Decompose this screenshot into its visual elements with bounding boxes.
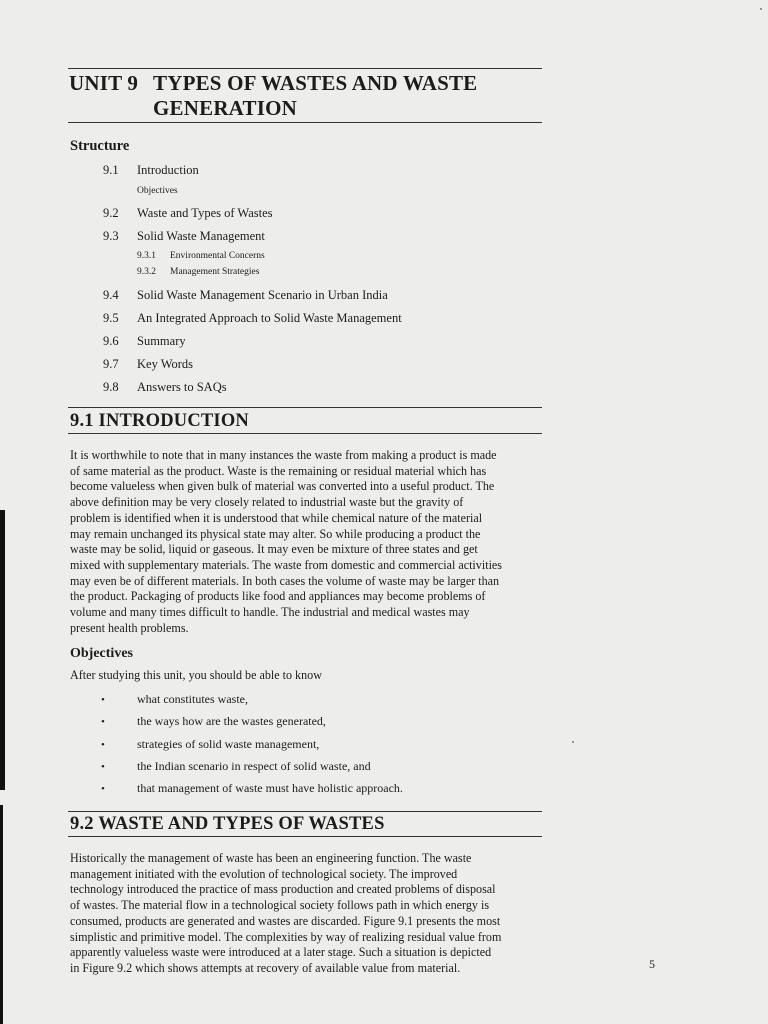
text-line: the product. Packaging of products like food and appliances may become problems of	[70, 589, 486, 604]
objective-item	[101, 714, 326, 729]
toc-text: Key Words	[137, 357, 194, 371]
bullet-icon: •	[101, 694, 105, 706]
objective-text: the ways how are the wastes generated,	[137, 714, 326, 728]
toc-text: Solid Waste Management	[137, 229, 265, 243]
toc-number: 9.7	[103, 357, 119, 371]
text-line: in Figure 9.2 which shows attempts at recovery of available value from material.	[70, 960, 461, 975]
toc-text: Introduction	[137, 163, 199, 177]
scan-edge-mark	[0, 805, 3, 1024]
toc-number: 9.3.1	[137, 251, 156, 261]
text-line: mixed with supplementary materials. The waste from domestic and commercial activities	[70, 557, 502, 572]
text-line: may even be of different materials. In both cases the volume of waste may be larger than	[70, 573, 500, 588]
section-bottom-rule	[68, 433, 542, 434]
objectives-lead: After studying this unit, you should be able to know	[70, 668, 322, 682]
title-top-rule	[68, 68, 542, 69]
toc-subitem	[137, 185, 178, 197]
toc-text: Waste and Types of Wastes	[137, 206, 273, 220]
toc-item	[103, 356, 193, 372]
toc-text: Objectives	[137, 186, 178, 196]
page-number: 5	[649, 957, 655, 971]
unit-title-line1: TYPES OF WASTES AND WASTE	[153, 71, 478, 95]
objective-item	[101, 759, 371, 774]
toc-item	[103, 379, 227, 395]
title-bottom-rule	[68, 122, 542, 123]
objective-text: strategies of solid waste management,	[137, 737, 320, 751]
toc-item	[103, 162, 199, 178]
unit-title	[69, 71, 477, 121]
toc-number: 9.5	[103, 311, 119, 325]
text-line: present health problems.	[70, 620, 189, 635]
toc-item	[103, 228, 265, 244]
text-line: technology introduced the practice of mass production and created problems of disposal	[70, 882, 496, 897]
text-line: volume and many times difficult to handle. The industrial and medical wastes may	[70, 605, 470, 620]
bullet-icon: •	[101, 783, 105, 795]
toc-text: Solid Waste Management Scenario in Urban India	[137, 288, 388, 302]
section-heading-introduction: 9.1 INTRODUCTION	[70, 411, 249, 431]
introduction-paragraph	[70, 448, 544, 636]
text-line: of wastes. The material flow in a technological society follows path in which energy is	[70, 898, 490, 913]
text-line: consumed, products are generated and wastes are discarded. Figure 9.1 presents the most	[70, 913, 501, 928]
text-line: apparently valueless waste were introduced at a later stage. Such a situation is depicted	[70, 945, 492, 960]
toc-number: 9.6	[103, 334, 119, 348]
toc-number: 9.2	[103, 206, 119, 220]
waste-types-paragraph	[70, 851, 544, 977]
text-line: It is worthwhile to note that in many instances the waste from making a product is made	[70, 448, 497, 462]
text-line: of same material as the product. Waste is the remaining or residual material which has	[70, 463, 487, 478]
bullet-icon: •	[101, 716, 105, 728]
toc-number: 9.3.2	[137, 267, 156, 277]
objective-text: the Indian scenario in respect of solid waste, and	[137, 759, 371, 773]
text-line: simplistic and primitive model. The complexities by way of realizing residual value from	[70, 929, 502, 944]
toc-item	[103, 333, 186, 349]
objective-text: what constitutes waste,	[137, 692, 248, 706]
toc-item	[103, 287, 388, 303]
text-line: above definition may be very closely related to industrial waste but the gravity of	[70, 495, 464, 510]
scan-speck	[760, 8, 762, 10]
toc-item	[103, 205, 273, 221]
toc-number: 9.3	[103, 229, 119, 243]
objective-item	[101, 781, 403, 796]
toc-text: Answers to SAQs	[137, 380, 227, 394]
scan-edge-mark	[0, 510, 5, 790]
section-top-rule	[68, 811, 542, 812]
scan-speck	[572, 741, 574, 743]
text-line: Historically the management of waste has been an engineering function. The waste	[70, 851, 472, 865]
structure-heading: Structure	[70, 138, 130, 154]
text-line: may remain unchanged its physical state may alter. So while producing a product the	[70, 526, 481, 541]
text-line: management initiated with the evolution of technological society. The improved	[70, 866, 458, 881]
toc-text: An Integrated Approach to Solid Waste Management	[137, 311, 402, 325]
text-line: waste may be solid, liquid or gaseous. It may even be mixture of three states and get	[70, 542, 478, 557]
toc-subitem	[137, 250, 265, 262]
toc-number: 9.1	[103, 163, 119, 177]
bullet-icon: •	[101, 761, 105, 773]
section-heading-waste-types: 9.2 WASTE AND TYPES OF WASTES	[70, 814, 385, 834]
toc-number: 9.4	[103, 288, 119, 302]
section-bottom-rule	[68, 836, 542, 837]
unit-number: UNIT 9	[69, 71, 139, 95]
unit-title-line2: GENERATION	[153, 96, 297, 120]
toc-item	[103, 310, 402, 326]
toc-text: Management Strategies	[170, 267, 260, 277]
objective-text: that management of waste must have holistic approach.	[137, 781, 403, 795]
toc-text: Summary	[137, 334, 186, 348]
objectives-heading: Objectives	[70, 646, 133, 661]
objective-item	[101, 692, 248, 707]
text-line: problem is identified when it is understood that while chemical nature of the material	[70, 510, 483, 525]
bullet-icon: •	[101, 739, 105, 751]
toc-number: 9.8	[103, 380, 119, 394]
objective-item	[101, 737, 319, 752]
toc-text: Environmental Concerns	[170, 251, 265, 261]
toc-subitem	[137, 266, 259, 278]
section-top-rule	[68, 407, 542, 408]
text-line: become valueless when given bulk of material was converted into a useful product. The	[70, 479, 495, 494]
